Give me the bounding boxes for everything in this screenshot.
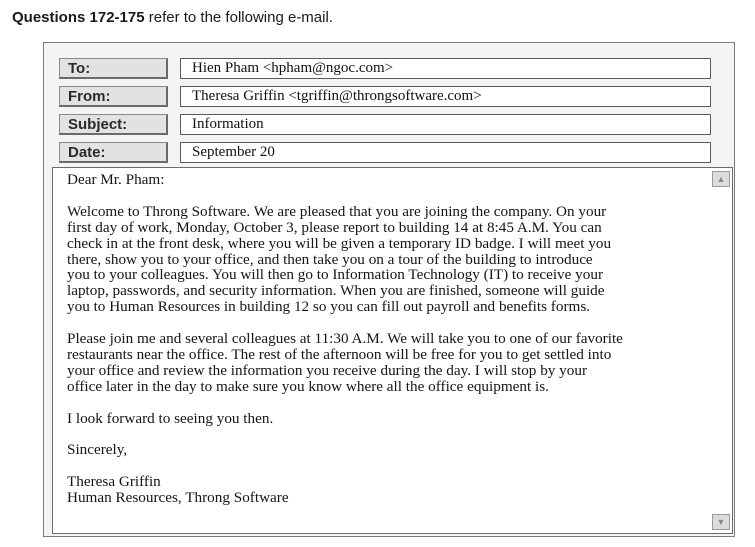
from-label: From: xyxy=(59,86,168,107)
p2-line-1: Please join me and several colleagues at 11:30 A.M. We will take you to one of our favorite xyxy=(67,330,623,348)
p2-line-3: your office and review the information you receive during the day. I will stop by your xyxy=(67,361,588,379)
subject-label: Subject: xyxy=(59,114,168,135)
scroll-down-arrow-icon[interactable]: ▼ xyxy=(712,514,730,530)
to-field[interactable]: Hien Pham <hpham@ngoc.com> xyxy=(180,58,711,79)
greeting: Dear Mr. Pham: xyxy=(67,171,165,188)
date-label: Date: xyxy=(59,142,168,163)
email-body[interactable] xyxy=(52,167,733,534)
p1-line-6: laptop, passwords, and security information. When you are finished, someone will guide xyxy=(67,282,605,300)
p2-line-2: restaurants near the office. The rest of the afternoon will be free for you to get settled into xyxy=(67,345,612,363)
p1-line-1: Welcome to Throng Software. We are pleased that you are joining the company. On your xyxy=(67,202,607,220)
scroll-up-arrow-icon[interactable]: ▲ xyxy=(712,171,730,187)
p1-line-5: you to your colleagues. You will then go to Information Technology (IT) to receive your xyxy=(67,266,604,284)
to-label: To: xyxy=(59,58,168,79)
instruction-text: refer to the following e-mail. xyxy=(144,9,333,26)
vertical-scrollbar[interactable] xyxy=(712,171,730,530)
instruction-line xyxy=(12,9,333,26)
signature-name: Theresa Griffin xyxy=(67,473,161,491)
p1-line-7: you to Human Resources in building 12 so you can fill out payroll and benefits forms. xyxy=(67,298,591,316)
p1-line-2: first day of work, Monday, October 3, please report to building 14 at 8:45 A.M. You can xyxy=(67,218,602,236)
p2-line-4: office later in the day to make sure you know where all the office equipment is. xyxy=(67,377,549,395)
p1-line-4: there, show you to your office, and then take you on a tour of the building to introduce xyxy=(67,250,593,268)
email-window xyxy=(43,42,735,537)
subject-field[interactable]: Information xyxy=(180,114,711,135)
signature-title: Human Resources, Throng Software xyxy=(67,489,289,507)
p3: I look forward to seeing you then. xyxy=(67,409,274,427)
from-field[interactable]: Theresa Griffin <tgriffin@throngsoftware.com> xyxy=(180,86,711,107)
date-field[interactable]: September 20 xyxy=(180,142,711,163)
question-range: Questions 172-175 xyxy=(12,9,145,26)
email-body-text xyxy=(67,172,707,506)
p1-line-3: check in at the front desk, where you will be given a temporary ID badge. I will meet you xyxy=(67,234,612,252)
closing: Sincerely, xyxy=(67,441,128,459)
